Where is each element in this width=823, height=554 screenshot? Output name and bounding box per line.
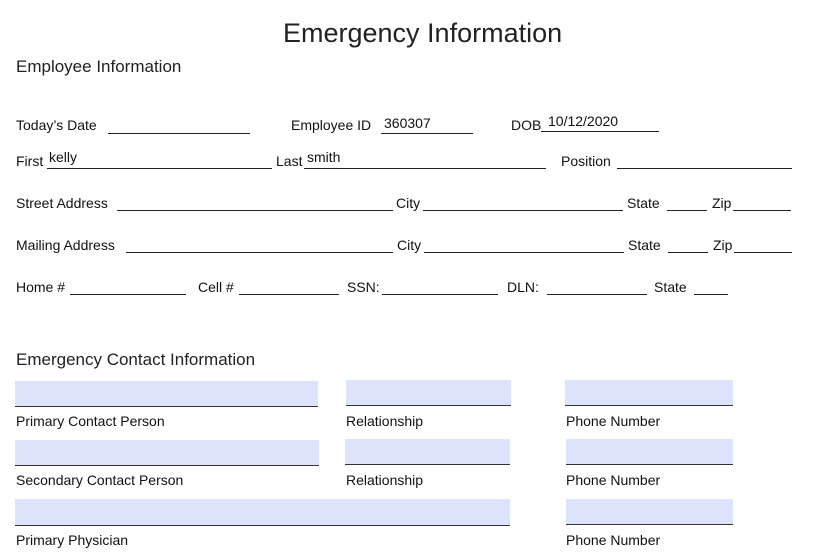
ssn-field[interactable] xyxy=(382,276,498,295)
secondary-relationship-input[interactable] xyxy=(345,439,510,465)
cell-phone-field[interactable] xyxy=(239,276,339,295)
page-title: Emergency Information xyxy=(283,18,563,48)
todays-date-field[interactable] xyxy=(108,115,250,134)
dob-value: 10/12/2020 xyxy=(548,113,619,129)
primary-relationship-label: Relationship xyxy=(346,413,424,429)
first-name-field[interactable] xyxy=(47,150,272,169)
mailing-city-label: City xyxy=(397,237,422,253)
first-name-label: First xyxy=(16,153,44,169)
employee-id-value: 360307 xyxy=(384,115,431,131)
mailing-state-label: State xyxy=(628,237,661,253)
primary-contact-input[interactable] xyxy=(15,381,318,407)
physician-input[interactable] xyxy=(15,499,510,526)
primary-relationship-input[interactable] xyxy=(346,380,511,406)
zip-label: Zip xyxy=(712,195,732,211)
secondary-phone-label: Phone Number xyxy=(566,472,661,488)
last-name-label: Last xyxy=(276,153,303,169)
mailing-zip-field[interactable] xyxy=(734,234,792,253)
primary-phone-label: Phone Number xyxy=(566,413,661,429)
dln-label: DLN: xyxy=(507,279,539,295)
city-label: City xyxy=(396,195,421,211)
dln-state-field[interactable] xyxy=(694,276,728,295)
primary-contact-label: Primary Contact Person xyxy=(16,413,165,429)
street-address-field[interactable] xyxy=(117,192,393,211)
physician-phone-label: Phone Number xyxy=(566,532,661,548)
home-phone-label: Home # xyxy=(16,279,66,295)
mailing-address-field[interactable] xyxy=(126,234,393,253)
mailing-address-label: Mailing Address xyxy=(16,237,115,253)
physician-phone-input[interactable] xyxy=(566,499,733,525)
street-address-label: Street Address xyxy=(16,195,108,211)
ssn-label: SSN: xyxy=(347,279,380,295)
city-field[interactable] xyxy=(423,192,623,211)
emergency-section-heading: Emergency Contact Information xyxy=(16,350,256,369)
secondary-relationship-label: Relationship xyxy=(346,472,424,488)
state-label: State xyxy=(627,195,660,211)
secondary-phone-input[interactable] xyxy=(566,439,733,465)
employee-id-label: Employee ID xyxy=(291,117,372,133)
secondary-contact-input[interactable] xyxy=(15,440,319,466)
position-field[interactable] xyxy=(617,150,792,169)
secondary-contact-label: Secondary Contact Person xyxy=(16,472,184,488)
cell-phone-label: Cell # xyxy=(198,279,234,295)
todays-date-label: Today’s Date xyxy=(16,117,97,133)
physician-label: Primary Physician xyxy=(16,532,129,548)
dob-label: DOB xyxy=(511,117,542,133)
employee-section-heading: Employee Information xyxy=(16,57,182,76)
home-phone-field[interactable] xyxy=(70,276,186,295)
mailing-zip-label: Zip xyxy=(713,237,733,253)
position-label: Position xyxy=(561,153,611,169)
primary-phone-input[interactable] xyxy=(565,380,733,406)
mailing-state-field[interactable] xyxy=(668,234,708,253)
dln-state-label: State xyxy=(654,279,687,295)
dln-field[interactable] xyxy=(547,276,647,295)
first-name-value: kelly xyxy=(49,149,78,165)
last-name-value: smith xyxy=(307,149,341,165)
zip-field[interactable] xyxy=(733,192,791,211)
state-field[interactable] xyxy=(667,192,707,211)
mailing-city-field[interactable] xyxy=(424,234,624,253)
